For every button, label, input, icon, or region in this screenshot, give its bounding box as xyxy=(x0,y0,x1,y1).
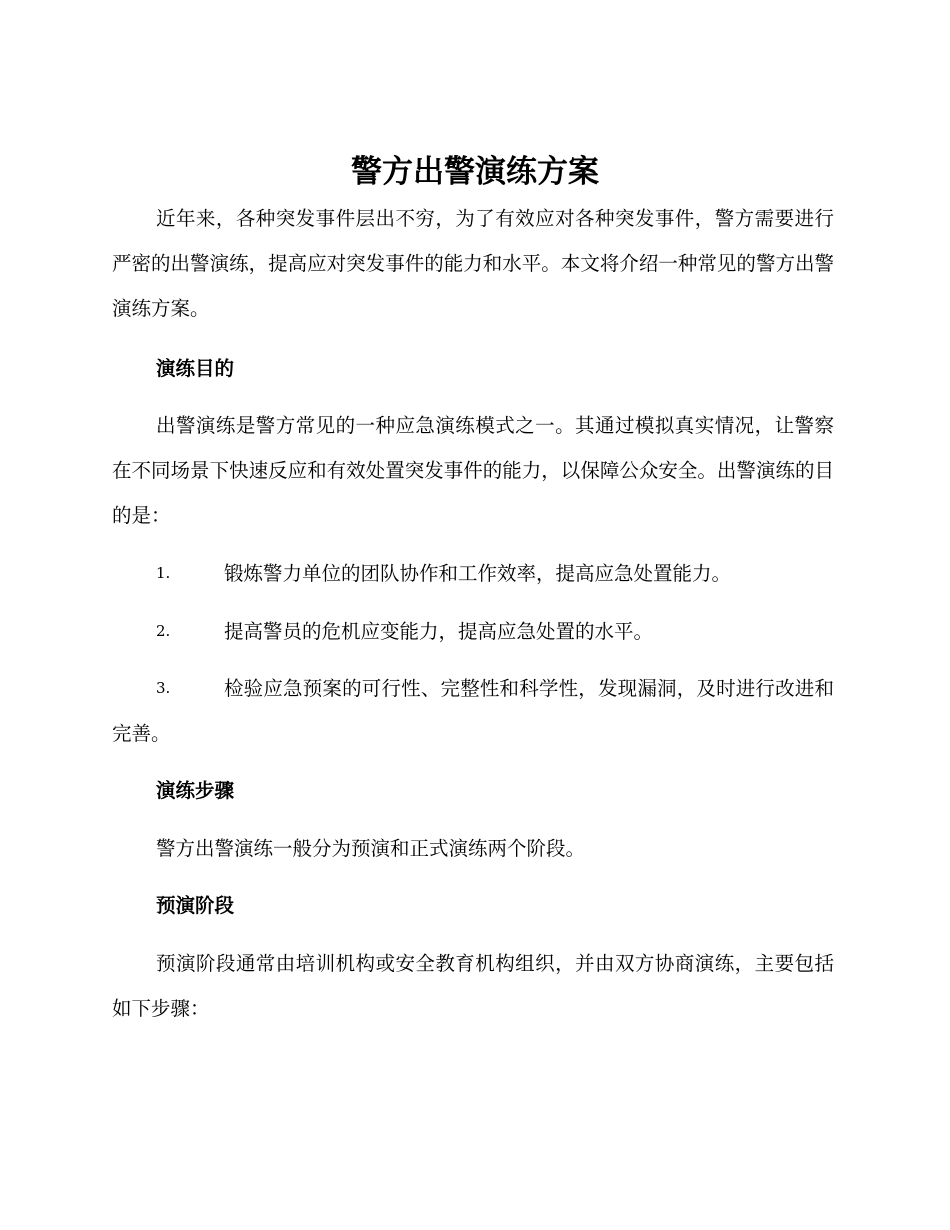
document-title: 警方出警演练方案 xyxy=(351,154,599,190)
purpose-paragraph: 出警演练是警方常见的一种应急演练模式之一。其通过模拟真实情况，让警察在不同场景下快速反应和有效处置突发事件的能力，以保障公众安全。出警演练的目的是： xyxy=(112,414,834,527)
list-item-number: 2. xyxy=(156,622,171,640)
list-item-text: 锻炼警力单位的团队协作和工作效率，提高应急处置能力。 xyxy=(224,562,732,585)
list-item xyxy=(112,609,834,654)
list-item-number: 3. xyxy=(156,679,171,697)
intro-paragraph: 近年来，各种突发事件层出不穷，为了有效应对各种突发事件，警方需要进行严密的出警演练，提高应对突发事件的能力和水平。本文将介绍一种常见的警方出警演练方案。 xyxy=(112,207,834,320)
rehearsal-paragraph: 预演阶段通常由培训机构或安全教育机构组织，并由双方协商演练，主要包括如下步骤： xyxy=(112,952,834,1020)
list-item-text: 检验应急预案的可行性、完整性和科学性，发现漏洞，及时进行改进和完善。 xyxy=(112,677,834,745)
list-item-number: 1. xyxy=(156,564,171,582)
list-item xyxy=(112,551,834,596)
section-heading-rehearsal: 预演阶段 xyxy=(156,894,235,917)
list-item xyxy=(112,666,834,756)
section-heading-purpose: 演练目的 xyxy=(156,357,235,380)
steps-paragraph: 警方出警演练一般分为预演和正式演练两个阶段。 xyxy=(156,837,586,860)
list-item-text: 提高警员的危机应变能力，提高应急处置的水平。 xyxy=(224,620,654,643)
section-heading-steps: 演练步骤 xyxy=(156,779,235,802)
